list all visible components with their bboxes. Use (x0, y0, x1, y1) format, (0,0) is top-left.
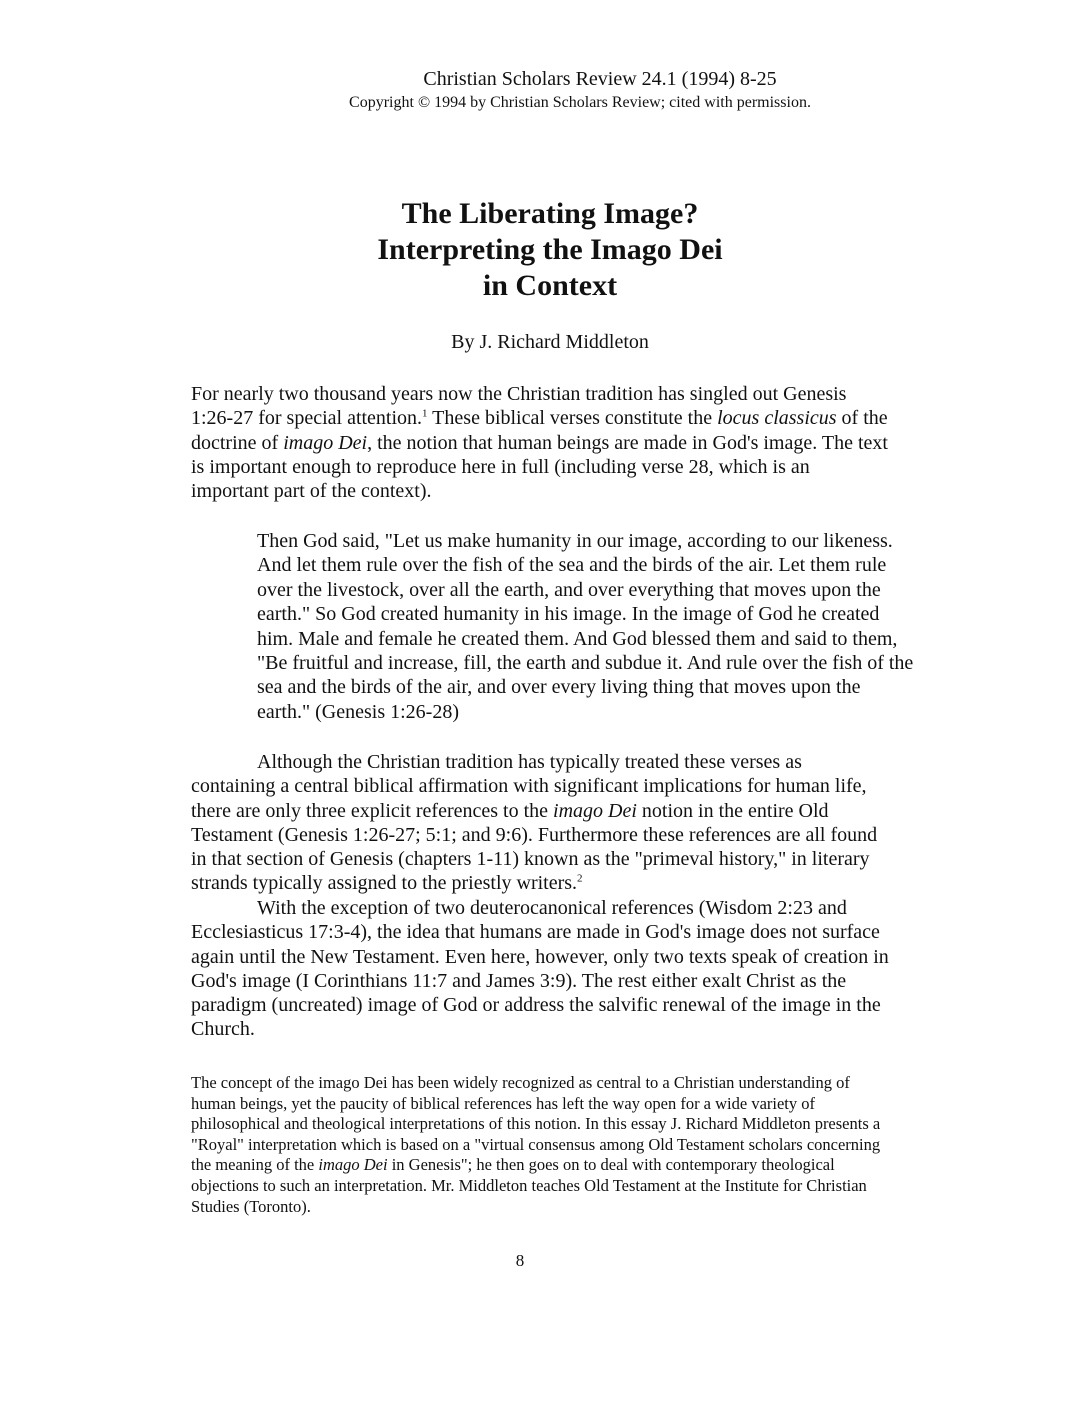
abstract-italic-imago: imago Dei (318, 1155, 388, 1175)
intro-text-2: These biblical verses constitute the (427, 407, 718, 430)
body-paragraph-2 (191, 750, 891, 896)
footnote-marker-2: 2 (577, 872, 583, 885)
genesis-block-quote: Then God said, "Let us make humanity in our image, according to our likeness. And let them rule over the fish of the sea and the birds of the air. Let them rule over the livestock, over all the earth, and over everything that moves upon the earth." So God created humanity in his image. In the image of God he created him. Male and female he created them. And God blessed them and said to them, "Be fruitful and increase, fill, the earth and subdue it. And rule over the fish of the sea and the birds of the air, and over every living thing that moves upon the earth." (Genesis 1:26-28) (257, 530, 914, 723)
abstract-text-1: The concept of the imago Dei has been widely recognized as central to a Christian understanding of human beings, yet the paucity of biblical references has left the way open for a wide variety of philosophical and theological interpretations of this notion. In this essay J. Richard Middleton presents a "Royal" interpretation which is based on a "virtual consensus among Old Testament scholars concerning the meaning of the (191, 1073, 881, 1175)
footnote-marker-1: 1 (422, 407, 428, 420)
title-line-1: The Liberating Image? (401, 197, 699, 230)
intro-text-3: of the doctrine of (191, 407, 888, 454)
para2-text-1: Although the Christian tradition has typically treated these verses as containing a central biblical affirmation with significant implications for human life, there are only three explicit references to the (191, 751, 867, 822)
intro-italic-locus: locus classicus (717, 407, 837, 430)
title-line-3: in Context (482, 269, 618, 302)
journal-citation: Christian Scholars Review 24.1 (1994) 8-25 (423, 68, 777, 90)
intro-italic-imago: imago Dei (283, 431, 368, 454)
page-number: 8 (515, 1251, 525, 1270)
author-byline: By J. Richard Middleton (451, 331, 649, 353)
para2-italic-imago: imago Dei (553, 799, 637, 822)
article-title (300, 196, 800, 304)
intro-text-1: For nearly two thousand years now the Christian tradition has singled out Genesis 1:26-27 for special attention. (191, 383, 847, 430)
abstract-note (191, 1073, 881, 1217)
copyright-notice: Copyright © 1994 by Christian Scholars Review; cited with permission. (349, 94, 811, 111)
para2-text-2: notion in the entire Old Testament (Genesis 1:26-27; 5:1; and 9:6). Furthermore these references are all found in that section of Genesis (chapters 1-11) known as the "primeval history," in literary strands typically assigned to the priestly writers. (191, 799, 878, 895)
abstract-text-2: in Genesis"; he then goes on to deal with contemporary theological objections to such an interpretation. Mr. Middleton teaches Old Testament at the Institute for Christian Studies (Toronto). (191, 1155, 867, 1216)
intro-text-4: , the notion that human beings are made in God's image. The text is important enough to reproduce here in full (including verse 28, which is an important part of the context). (191, 431, 888, 503)
body-paragraph-3: With the exception of two deuterocanonical references (Wisdom 2:23 and Ecclesiasticus 17:3-4), the idea that humans are made in God's image does not surface again until the New Testament. Even here, however, only two texts speak of creation in God's image (I Corinthians 11:7 and James 3:9). The rest either exalt Christ as the paradigm (uncreated) image of God or address the salvific renewal of the image in the Church. (191, 897, 889, 1041)
intro-paragraph (191, 382, 891, 503)
title-line-2: Interpreting the Imago Dei (377, 233, 723, 266)
